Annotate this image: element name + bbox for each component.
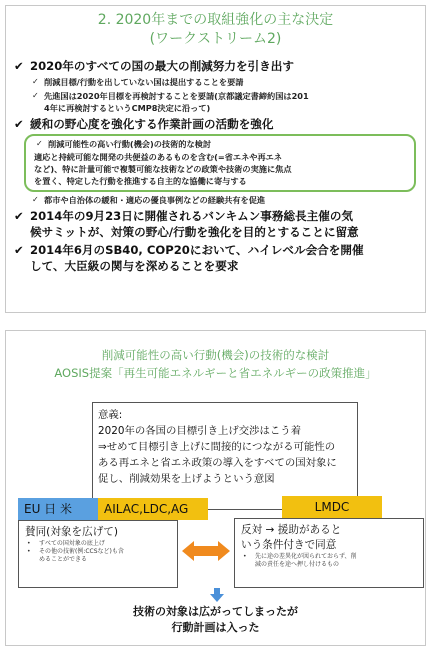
check-icon: ✔: [14, 59, 24, 73]
list-item: • その他の技術(例:CCSなど)も含 めることができる: [27, 548, 124, 563]
check-icon: ✓: [32, 195, 39, 204]
meaning-box: 意義: 2020年の各国の目標引き上げ交渉はこう着 ⇒せめて目標引き上げに間接的につながる可能性の ある再エネと省エネ政策の導入をすべての国対象に 促し、削減効果を上げようという意図: [92, 402, 358, 510]
check-icon: ✓: [32, 77, 39, 86]
oppose-box: 反対 → 援助があると いう条件付きで同意 • 先に途の差異化が図られておらず、削 減の責任を途へ押し付けるもの: [234, 518, 424, 588]
bullet-1: ✔ 2020年のすべての国の最大の削減努力を引き出す: [14, 59, 294, 73]
box-text-line: など)、特に計量可能で複製可能な技術などの政策や技術の実施に焦点: [34, 164, 292, 174]
check-icon: ✓: [32, 91, 39, 100]
support-heading: 賛同(対象を広げて): [25, 526, 119, 538]
slide-decisions: [5, 5, 426, 313]
highlight-box: [24, 134, 416, 192]
slide2-title: [6, 346, 425, 382]
sub-bullet: ✓ 都市や自治体の緩和・適応の優良事例などの経験共有を促進: [32, 195, 266, 205]
list-item: • 先に途の差異化が図られておらず、削 減の責任を途へ押し付けるもの: [243, 553, 357, 568]
label-eu-japan-us: EU 日 米: [18, 498, 98, 520]
title-line-2: AOSIS提案「再生可能エネルギーと省エネルギーの政策推進」: [54, 366, 377, 380]
title-line-2: (ワークストリーム2): [149, 31, 282, 47]
bullet-3: ✔ 2014年の9月23日に開催されるバンキムン事務総長主催の気 候サミットが、対策の野心/行動を強化を目的とすることに留意: [14, 209, 359, 239]
conclusion: 技術の対象は広がってしまったが 行動計画は入った: [133, 605, 298, 634]
slide1-title: [6, 11, 425, 49]
label-ailac-ldc-ag: AILAC,LDC,AG: [98, 498, 208, 520]
slide-technical-review: [5, 330, 426, 646]
check-icon: ✔: [14, 209, 24, 223]
sub-bullet: ✓ 削減可能性の高い行動(機会)の技術的な検討: [36, 139, 212, 149]
title-line-1: 2. 2020年までの取組強化の主な決定: [97, 12, 334, 28]
label-lmdc: LMDC: [282, 496, 382, 518]
oppose-heading: 反対 → 援助があると: [241, 524, 342, 536]
sub-bullet: ✓ 先進国は2020年目標を再検討することを要請(京都議定書締約国は201 4年に再検討するというCMP8決定に沿って): [32, 91, 309, 113]
bullet-4: ✔ 2014年6月のSB40, COP20において、ハイレベル会合を開催 して、大臣級の関与を深めることを要求: [14, 243, 364, 273]
support-box: [18, 520, 178, 588]
box-text-line: を置く、特定した行動を推進する自主的な協働に寄与する: [34, 176, 247, 186]
title-line-1: 削減可能性の高い行動(機会)の技術的な検討: [101, 348, 330, 362]
sub-bullet: ✓ 削減目標/行動を出していない国は提出することを要請: [32, 77, 244, 87]
check-icon: ✔: [14, 243, 24, 257]
bullet-2: ✔ 緩和の野心度を強化する作業計画の活動を強化: [14, 117, 274, 131]
bullet-list: [14, 58, 422, 276]
down-arrow-icon: [210, 588, 224, 602]
double-arrow-icon: [182, 541, 230, 561]
box-text-line: 適応と持続可能な開発の共便益のあるものを含む(=省エネや再エネ: [34, 152, 283, 162]
check-icon: ✓: [36, 139, 43, 148]
check-icon: ✔: [14, 117, 24, 131]
list-item: • すべての国対象の底上げ: [27, 540, 105, 547]
